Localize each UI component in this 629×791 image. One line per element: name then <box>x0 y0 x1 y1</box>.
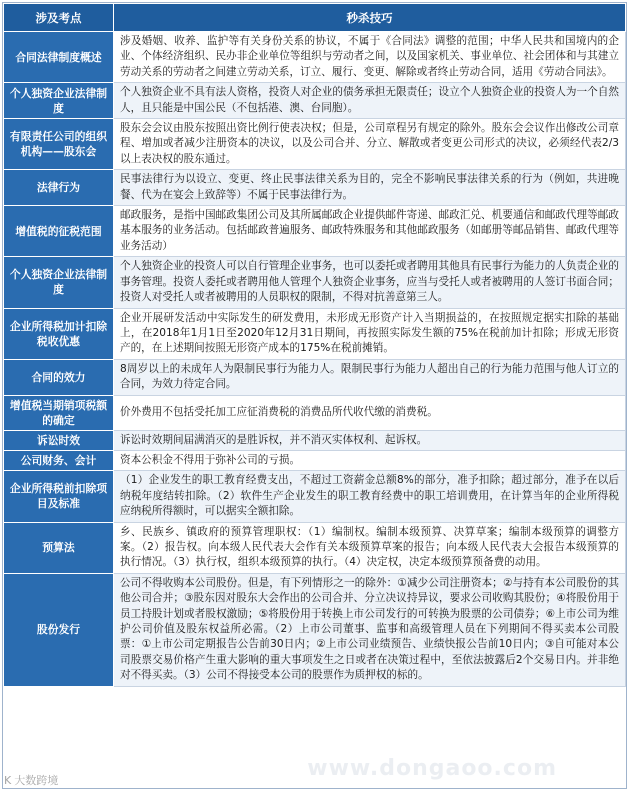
row-tip: 诉讼时效期间届满消灭的是胜诉权，并不消灭实体权利、起诉权。 <box>114 430 626 450</box>
row-tip: 邮政服务，是指中国邮政集团公司及其所属邮政企业提供邮件寄递、邮政汇兑、机要通信和邮政代理等邮政基本服务的业务活动。包括邮政普遍服务、邮政特殊服务和其他邮政服务（如邮册等邮品销售、邮政代理等业务活动） <box>114 206 626 257</box>
row-topic: 公司财务、会计 <box>4 450 114 470</box>
brand-name: 大数跨境 <box>14 774 59 787</box>
row-topic: 合同法律制度概述 <box>4 32 114 83</box>
row-tip: 8周岁以上的未成年人为限制民事行为能力人。限制民事行为能力人超出自己的行为能力范围与他人订立的合同，为效力待定合同。 <box>114 359 626 395</box>
table-row <box>4 257 626 308</box>
table-row <box>4 430 626 450</box>
row-tip: 涉及婚姻、收养、监护等有关身份关系的协议，不属于《合同法》调整的范围；中华人民共和国境内的企业、个体经济组织、民办非企业单位等组织与劳动者之间，以及国家机关、事业单位、社会团体和与其建立劳动关系的劳动者之间建立劳动关系，订立、履行、变更、解除或者终止劳动合同，适用《劳动合同法》。 <box>114 32 626 83</box>
table-row <box>4 395 626 430</box>
row-topic: 诉讼时效 <box>4 430 114 450</box>
exam-tips-table <box>3 3 626 687</box>
row-tip: 公司不得收购本公司股份。但是，有下列情形之一的除外：①减少公司注册资本；②与持有本公司股份的其他公司合并；③股东因对股东大会作出的公司合并、分立决议持异议，要求公司收购其股份；④将股份用于员工持股计划或者股权激励；⑤将股份用于转换上市公司发行的可转换为股票的公司债券；⑥上市公司为维护公司价值及股东权益所必需。（2）上市公司董事、监事和高级管理人员在下列期间不得买卖本公司股票：①上市公司定期报告公告前30日内；②上市公司业绩预告、业绩快报公告前10日内；③自可能对本公司股票交易价格产生重大影响的重大事项发生之日或者在决策过程中，至依法披露后2个交易日内。并非绝对不得买卖。（3）公司不得接受本公司的股票作为质押权的标的。 <box>114 573 626 686</box>
row-topic: 有限责任公司的组织机构——股东会 <box>4 119 114 170</box>
table-row <box>4 119 626 170</box>
row-topic: 合同的效力 <box>4 359 114 395</box>
row-tip: 资本公积金不得用于弥补公司的亏损。 <box>114 450 626 470</box>
row-topic: 个人独资企业法律制度 <box>4 83 114 119</box>
row-tip: 企业开展研发活动中实际发生的研发费用，未形成无形资产计入当期损益的，在按照规定据实扣除的基础上，在2018年1月1日至2020年12月31日期间，再按照实际发生额的75%在税前加计扣除；形成无形资产的，在上述期间按照无形资产成本的175%在税前摊销。 <box>114 308 626 359</box>
row-topic: 增值税当期销项税额的确定 <box>4 395 114 430</box>
table-row <box>4 471 626 522</box>
table-row <box>4 83 626 119</box>
table-row <box>4 206 626 257</box>
row-topic: 预算法 <box>4 522 114 573</box>
table-row <box>4 170 626 206</box>
row-topic: 个人独资企业法律制度 <box>4 257 114 308</box>
table-row <box>4 32 626 83</box>
header-topic: 涉及考点 <box>4 4 114 32</box>
row-tip: 价外费用不包括受托加工应征消费税的消费品所代收代缴的消费税。 <box>114 395 626 430</box>
table-sheet <box>2 2 627 789</box>
row-tip: 个人独资企业不具有法人资格，投资人对企业的债务承担无限责任；设立个人独资企业的投资人为一个自然人，且只能是中国公民（不包括港、澳、台同胞）。 <box>114 83 626 119</box>
row-tip: 乡、民族乡、镇政府的预算管理职权：（1）编制权。编制本级预算、决算草案；编制本级预算的调整方案。（2）报告权。向本级人民代表大会作有关本级预算草案的报告；向本级人民代表大会报告本级预算的执行情况。（3）执行权，组织本级预算的执行。（4）决定权，决定本级预算预备费的动用。 <box>114 522 626 573</box>
table-header-row <box>4 4 626 32</box>
watermark-url: www.dongaoo.com <box>307 756 557 781</box>
header-tip: 秒杀技巧 <box>114 4 626 32</box>
row-topic: 法律行为 <box>4 170 114 206</box>
row-tip: （1）企业发生的职工教育经费支出，不超过工资薪金总额8%的部分，准予扣除；超过部分，准予在以后纳税年度结转扣除。（2）软件生产企业发生的职工教育经费中的职工培训费用，在计算当年的企业所得税应纳税所得额时，可以据实全额扣除。 <box>114 471 626 522</box>
row-topic: 企业所得税前扣除项目及标准 <box>4 471 114 522</box>
watermark-brand <box>4 772 58 788</box>
brand-logo-icon: K <box>4 774 12 787</box>
row-tip: 个人独资企业的投资人可以自行管理企业事务，也可以委托或者聘用其他具有民事行为能力的人负责企业的事务管理。投资人委托或者聘用他人管理个人独资企业事务，应当与受托人或者被聘用的人签订书面合同；投资人对受托人或者被聘用的人员职权的限制，不得对抗善意第三人。 <box>114 257 626 308</box>
table-row <box>4 573 626 686</box>
table-row <box>4 522 626 573</box>
row-topic: 股份发行 <box>4 573 114 686</box>
row-topic: 增值税的征税范围 <box>4 206 114 257</box>
row-tip: 股东会会议由股东按照出资比例行使表决权；但是，公司章程另有规定的除外。股东会会议作出修改公司章程、增加或者减少注册资本的决议，以及公司合并、分立、解散或者变更公司形式的决议，必须经代表2/3以上表决权的股东通过。 <box>114 119 626 170</box>
row-tip: 民事法律行为以设立、变更、终止民事法律关系为目的，完全不影响民事法律关系的行为（例如，共进晚餐、代为在宴会上致辞等）不属于民事法律行为。 <box>114 170 626 206</box>
table-row <box>4 359 626 395</box>
table-row <box>4 308 626 359</box>
row-topic: 企业所得税加计扣除税收优惠 <box>4 308 114 359</box>
table-row <box>4 450 626 470</box>
